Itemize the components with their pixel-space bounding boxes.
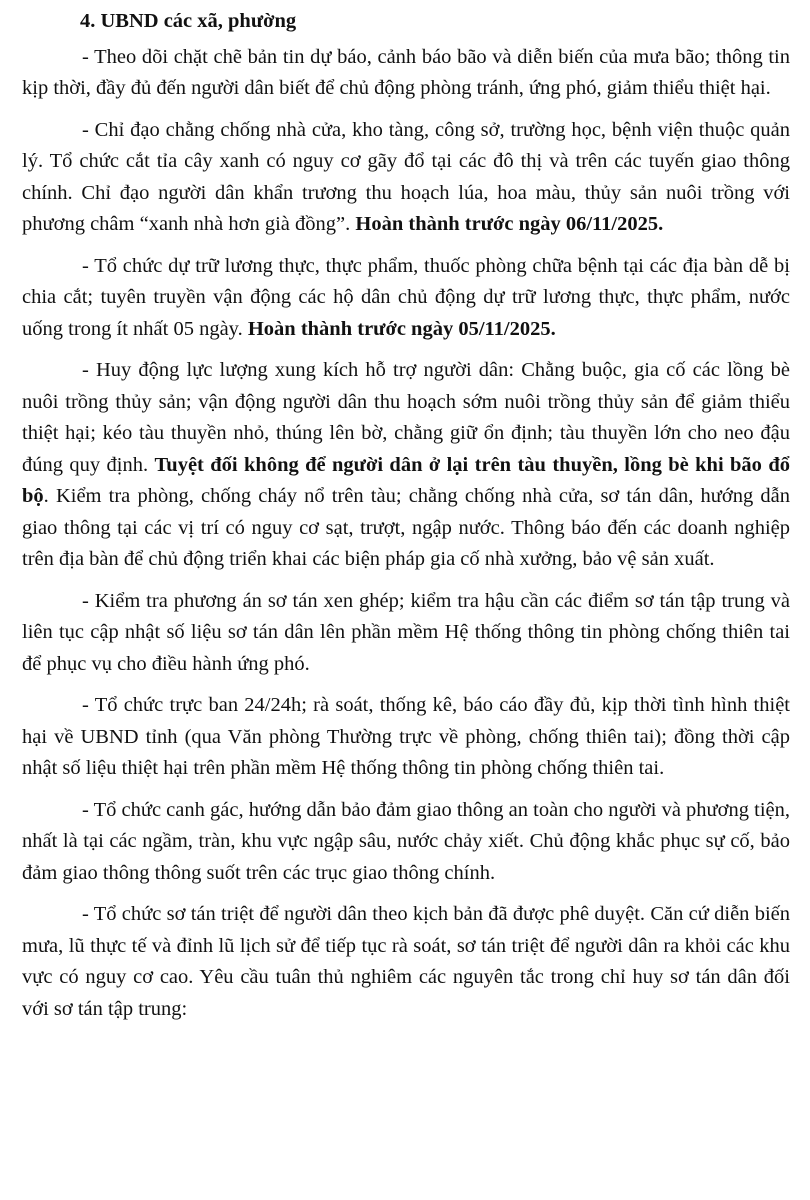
paragraph-secure-buildings: [22, 115, 790, 241]
paragraph-text: - Chỉ đạo chằng chống nhà cửa, kho tàng, công sở, trường học, bệnh viện thuộc quản lý. Tổ chức cắt tỉa cây xanh có nguy cơ gãy đổ tại các đô thị và trên các tuyến giao thông chính. Chỉ đạo người dân khẩn trương thu hoạch lúa, hoa màu, thủy sản nuôi trồng với phương châm “xanh nhà hơn già đồng”.: [22, 118, 790, 235]
paragraph-text: - Tổ chức canh gác, hướng dẫn bảo đảm giao thông an toàn cho người và phương tiện, nhất là tại các ngầm, tràn, khu vực ngập sâu, nước chảy xiết. Chủ động khắc phục sự cố, bảo đảm giao thông thông suốt trên các trục giao thông chính.: [22, 798, 790, 884]
paragraph-evacuation-check: [22, 586, 790, 681]
deadline-text: Hoàn thành trước ngày 05/11/2025.: [247, 317, 556, 340]
paragraph-evacuation-plan: [22, 899, 790, 1025]
paragraph-text-continued: . Kiểm tra phòng, chống cháy nổ trên tàu; chằng chống nhà cửa, sơ tán dân, hướng dẫn giao thông tại các vị trí có nguy cơ sạt, trượt, ngập nước. Thông báo đến các doanh nghiệp trên địa bàn để chủ động triển khai các biện pháp gia cố nhà xưởng, bảo vệ sản xuất.: [22, 485, 790, 570]
paragraph-storm-monitoring: [22, 42, 790, 105]
paragraph-text: - Huy động lực lượng xung kích hỗ trợ người dân: Chằng buộc, gia cố các lồng bè nuôi trồng thủy sản; vận động người dân thu hoạch sớm nuôi trồng thủy sản để giảm thiểu thiệt hại; kéo tàu thuyền nhỏ, thúng lên bờ, chằng giữ ổn định; tàu thuyền lớn cho neo đậu đúng quy định.: [22, 359, 790, 476]
paragraph-text: - Tổ chức dự trữ lương thực, thực phẩm, thuốc phòng chữa bệnh tại các địa bàn dễ bị chia cắt; tuyên truyền vận động các hộ dân chủ động dự trữ lương thực, thực phẩm, nước uống trong ít nhất 05 ngày.: [22, 254, 790, 340]
paragraph-mobilize-forces: [22, 355, 790, 576]
paragraph-food-reserve: [22, 251, 790, 346]
emphasis-text: Tuyệt đối không để người dân ở lại trên tàu thuyền, lồng bè khi bão đổ bộ: [22, 453, 790, 507]
paragraph-duty-reporting: [22, 690, 790, 785]
section-heading: 4. UBND các xã, phường: [80, 10, 297, 32]
deadline-text: Hoàn thành trước ngày 06/11/2025.: [355, 213, 664, 235]
paragraph-traffic-safety: [22, 795, 790, 890]
paragraph-text: - Theo dõi chặt chẽ bản tin dự báo, cảnh báo bão và diễn biến của mưa bão; thông tin kịp thời, đầy đủ đến người dân biết để chủ động phòng tránh, ứng phó, giảm thiểu thiệt hại.: [22, 45, 790, 99]
paragraph-text: - Tổ chức sơ tán triệt để người dân theo kịch bản đã được phê duyệt. Căn cứ diễn biến mưa, lũ thực tế và đỉnh lũ lịch sử để tiếp tục rà soát, sơ tán triệt để người dân ra khỏi các khu vực có nguy cơ cao. Yêu cầu tuân thủ nghiêm các nguyên tắc trong chỉ huy sơ tán dân đối với sơ tán tập trung:: [22, 903, 790, 1020]
paragraph-text: - Kiểm tra phương án sơ tán xen ghép; kiểm tra hậu cần các điểm sơ tán tập trung và liên tục cập nhật số liệu sơ tán dân lên phần mềm Hệ thống thông tin phòng chống thiên tai để phục vụ cho điều hành ứng phó.: [22, 589, 790, 675]
paragraph-text: - Tổ chức trực ban 24/24h; rà soát, thống kê, báo cáo đầy đủ, kịp thời tình hình thiệt hại về UBND tỉnh (qua Văn phòng Thường trực về phòng, chống thiên tai); đồng thời cập nhật số liệu thiệt hại trên phần mềm Hệ thống thông tin phòng chống thiên tai.: [22, 694, 790, 779]
